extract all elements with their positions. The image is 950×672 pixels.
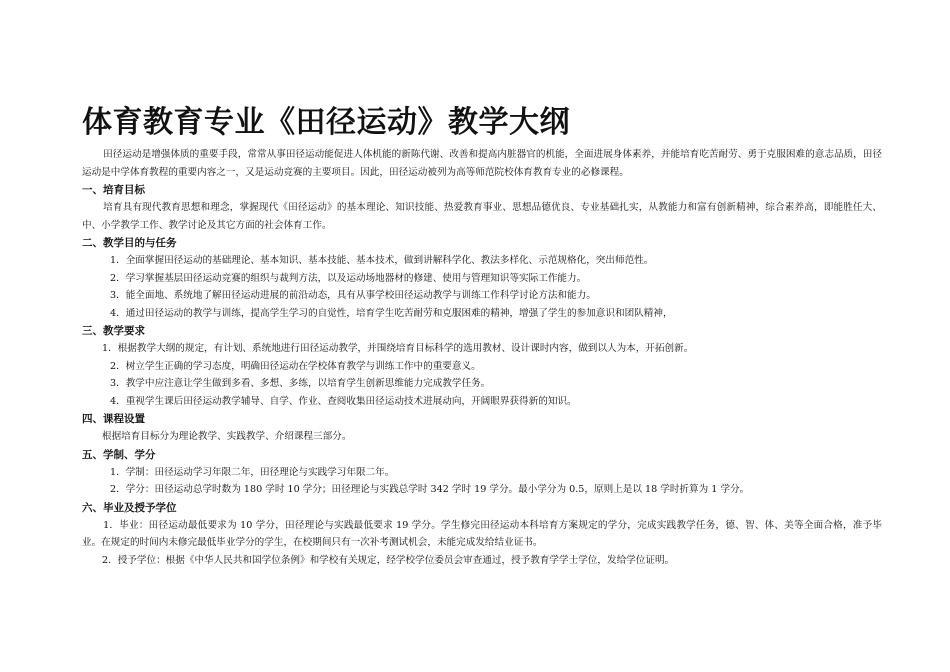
list-item: 2．树立学生正确的学习态度，明确田径运动在学校体育教学与训练工作中的重要意义。 xyxy=(110,360,481,372)
list-item: 2．学习掌握基层田径运动竞赛的组织与裁判方法，以及运动场地器材的修建、使用与管理知识等实际工作能力。 xyxy=(110,272,587,284)
list-item: 1．毕业：田径运动最低要求为 10 学分，田径理论与实践最低要求 19 学分。学生修完田径运动本科培育方案规定的学分，完成实践教学任务，德、智、体、美等全面合格，准予毕业。在规定的时间内未修完最低毕业学分的学生，在校期间只有一次补考测试机会，未能完成发给结业证书。 xyxy=(82,519,882,548)
section-heading-training-goal: 一、培育目标 xyxy=(82,184,145,196)
section-heading-purpose-tasks: 二、教学目的与任务 xyxy=(82,237,177,249)
list-item: 2．学分：田径运动总学时数为 180 学时 10 学分；田径理论与实践总学时 342 学时 19 学分。最小学分为 0.5，原则上是以 18 学时折算为 1 学分。 xyxy=(110,484,750,495)
section-heading-graduation-degree: 六、毕业及授予学位 xyxy=(82,501,177,514)
intro-paragraph: 田径运动是增强体质的重要手段，常常从事田径运动能促进人体机能的新陈代谢、改善和提高内脏器官的机能，全面进展身体素养，并能培育吃苦耐劳、勇于克服困难的意志品质，田径运动是中学体育教程的重要内容之一，又是运动竞赛的主要项目。因此，田径运动被列为高等师范院校体育教育专业的必修课程。 xyxy=(82,149,882,178)
list-item: 1．全面掌握田径运动的基础理论、基本知识、基本技能、基本技术，做到讲解科学化、教法多样化、示范规格化，突出师范性。 xyxy=(110,255,654,266)
list-item: 4．通过田径运动的教学与训练，提高学生学习的自觉性，培育学生吃苦耐劳和克服困难的精神，增强了学生的参加意识和团队精神， xyxy=(110,307,673,319)
list-item: 1．根据教学大纲的规定，有计划、系统地进行田径运动教学，并围绕培育目标科学的选用教材、设计课时内容，做到以人为本，开拓创新。 xyxy=(102,343,694,354)
section-heading-requirements: 三、教学要求 xyxy=(82,325,145,337)
list-item: 1．学制：田径运动学习年限二年，田径理论与实践学习年限二年。 xyxy=(110,466,395,478)
document-title: 体育教育专业《田径运动》教学大纲 xyxy=(82,105,570,140)
section-heading-duration-credits: 五、学制、学分 xyxy=(82,448,156,461)
list-item: 2．授予学位：根据《中华人民共和国学位条例》和学校有关规定，经学校学位委员会审查通过，授予教育学学士学位，发给学位证明。 xyxy=(102,554,675,566)
section-paragraph: 培育具有现代教育思想和理念，掌握现代《田径运动》的基本理论、知识技能、热爱教育事业、思想品德优良、专业基础扎实，从教能力和富有创新精神，综合素养高，即能胜任大、中、小学教学工作、教学讨论及其它方面的社会体育工作。 xyxy=(82,202,882,231)
list-item: 3．能全面地、系统地了解田径运动进展的前沿动态，具有从事学校田径运动教学与训练工作科学讨论方法和能力。 xyxy=(110,290,596,301)
section-paragraph: 根据培育目标分为理论教学、实践教学、介绍课程三部分。 xyxy=(102,431,352,442)
list-item: 3．教学中应注意让学生做到多看、多想、多练，以培育学生创新思维能力完成教学任务。 xyxy=(110,378,491,389)
document-page xyxy=(82,104,882,569)
list-item: 4．重视学生课后田径运动教学辅导、自学、作业、查阅收集田径运动技术进展动向，开阔眼界获得新的知识。 xyxy=(110,395,577,407)
section-heading-curriculum: 四、课程设置 xyxy=(82,413,145,425)
